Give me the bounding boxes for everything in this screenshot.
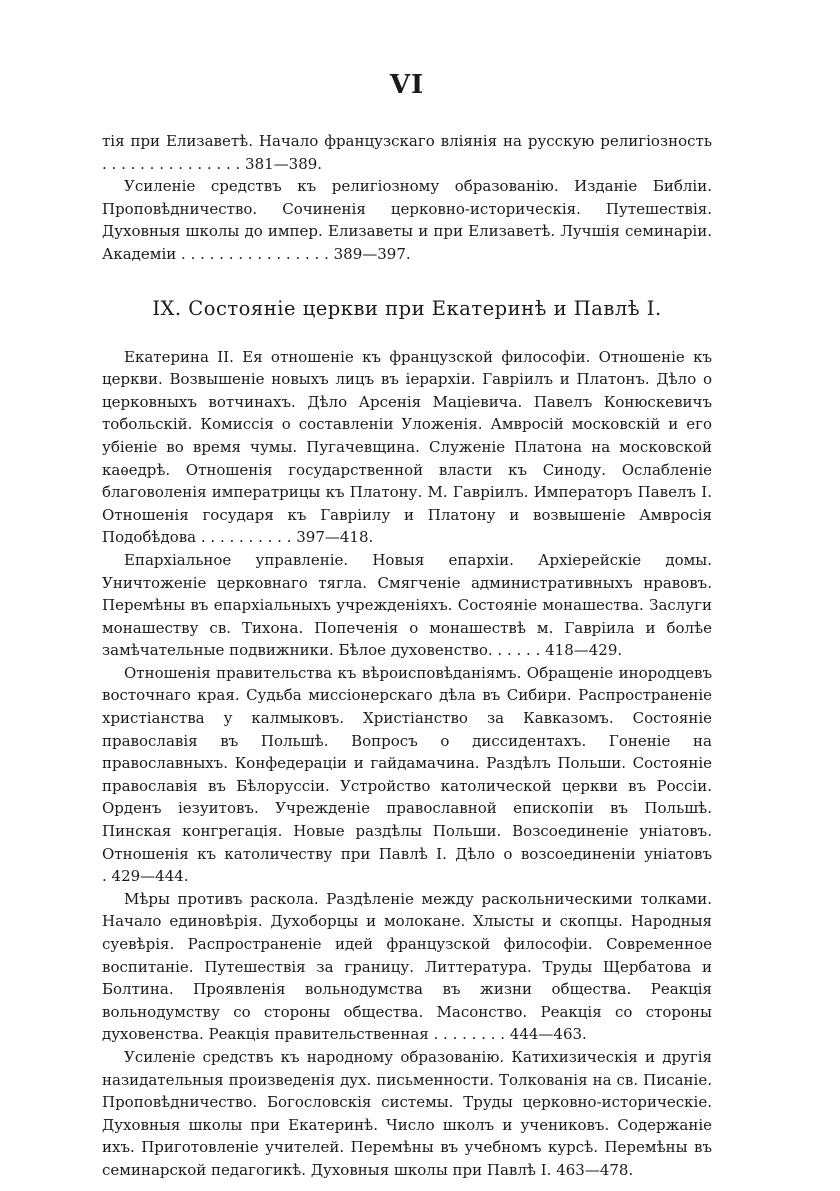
toc-entry (102, 888, 712, 1046)
toc-entry (102, 175, 712, 265)
toc-page-range: 397—418. (296, 528, 374, 547)
toc-leader-dots: . . . . . . . . (428, 1025, 510, 1044)
toc-entry-text: Мѣры противъ раскола. Раздѣленіе между раскольническими толками. Начало единовѣрія. Духоборцы и молокане. Хлысты и скопцы. Народныя суевѣрія. Распространеніе идей французской философіи. Современное воспитаніе. Путешествія за границу. Литтература. Труды Щербатова и Болтина. Проявленія вольнодумства въ жизни общества. Реакція вольнодумству со стороны общества. Масонство. Реакція со стороны духовенства. Реакція правительственная (102, 889, 712, 1044)
toc-leader-dots: . (102, 867, 112, 886)
chapter-entries (102, 346, 712, 1182)
toc-page-range: 463—478. (556, 1160, 634, 1179)
toc-entry-text: Усиленіе средствъ къ религіозному образованію. Изданіе Библіи. Проповѣдничество. Сочиненія церковно-историческія. Путешествія. Духовныя школы до импер. Елизаветы и при Елизаветѣ. Лучшія семинаріи. Академіи (102, 177, 712, 263)
page-number: VI (389, 70, 425, 100)
toc-leader-dots: . . . . . . . . . . (196, 528, 297, 547)
toc-leader-dots: . . . . . . . . . . . . . . . (102, 154, 246, 173)
toc-entry-text: Екатерина II. Ея отношеніе къ французской философіи. Отношеніе къ церкви. Возвышеніе новыхъ лицъ въ іерархіи. Гавріилъ и Платонъ. Дѣло о церковныхъ вотчинахъ. Дѣло Арсенія Маціевича. Павелъ Конюскевичъ тобольскій. Комиссія о составленіи Уложенія. Амвросій московскій и его убіеніе во время чумы. Пугачевщина. Служеніе Платона на московской каѳедрѣ. Отношенія государственной власти къ Синоду. Ослабленіе благоволенія императрицы къ Платону. М. Гавріилъ. Императоръ Павелъ I. Отношенія государя къ Гавріилу и Платону и возвышеніе Амвросія Подобѣдова (102, 347, 712, 547)
chapter-title: IX. Состояніе церкви при Екатеринѣ и Павлѣ I. (152, 296, 662, 320)
toc-entry-text: Усиленіе средствъ къ народному образованію. Катихизическія и другія назидательныя произведенія дух. письменности. Толкованія на св. Писаніе. Проповѣдничество. Богословскія системы. Труды церковно-историческіе. Духовныя школы при Екатеринѣ. Число школъ и учениковъ. Содержаніе ихъ. Приготовленіе учителей. Перемѣны въ учебномъ курсѣ. Перемѣны въ семинарской педагогикѣ. Духовныя школы при Павлѣ I. (102, 1047, 712, 1179)
toc-page-range: 418—429. (545, 641, 623, 660)
toc-entry (102, 549, 712, 662)
toc-entry-text: Епархіальное управленіе. Новыя епархіи. Архіерейскіе домы. Уничтоженіе церковнаго тягла. Смягченіе административныхъ нравовъ. Перемѣны въ епархіальныхъ учрежденіяхъ. Состояніе монашества. Заслуги монашеству св. Тихона. Попеченія о монашествѣ м. Гавріила и болѣе замѣчательные подвижники. Бѣлое духовенство. (102, 550, 712, 660)
toc-leader-dots: . . . . . . . . . . . . . . . . (176, 244, 334, 263)
toc-page-range: 429—444. (111, 867, 189, 886)
toc-entry-text: тія при Елизаветѣ. Начало французскаго вліянія на русскую религіозность (102, 132, 712, 150)
toc-entry (102, 346, 712, 549)
toc-entry (102, 1046, 712, 1182)
toc-page-range: 444—463. (509, 1025, 587, 1044)
toc-entry (102, 130, 712, 175)
book-page (102, 70, 712, 1182)
toc-page-range: 389—397. (333, 244, 411, 263)
toc-leader-dots: . . . . . (492, 641, 546, 660)
top-block (102, 130, 712, 266)
toc-entry-text: Отношенія правительства къ вѣроисповѣданіямъ. Обращеніе инородцевъ восточнаго края. Судьба миссіонерскаго дѣла въ Сибири. Распространеніе христіанства у калмыковъ. Христіанство за Кавказомъ. Состояніе православія въ Польшѣ. Вопросъ о диссидентахъ. Гоненіе на православныхъ. Конфедераціи и гайдамачина. Раздѣлъ Польши. Состояніе православія въ Бѣлоруссіи. Устройство католической церкви въ Россіи. Орденъ іезуитовъ. Учрежденіе православной епископіи въ Польшѣ. Пинская конгрегація. Новые раздѣлы Польши. Возсоединеніе уніатовъ. Отношенія къ католичеству при Павлѣ I. Дѣло о возсоединеніи уніатовъ (102, 663, 712, 863)
toc-page-range: 381—389. (245, 154, 323, 173)
toc-entry (102, 662, 712, 888)
